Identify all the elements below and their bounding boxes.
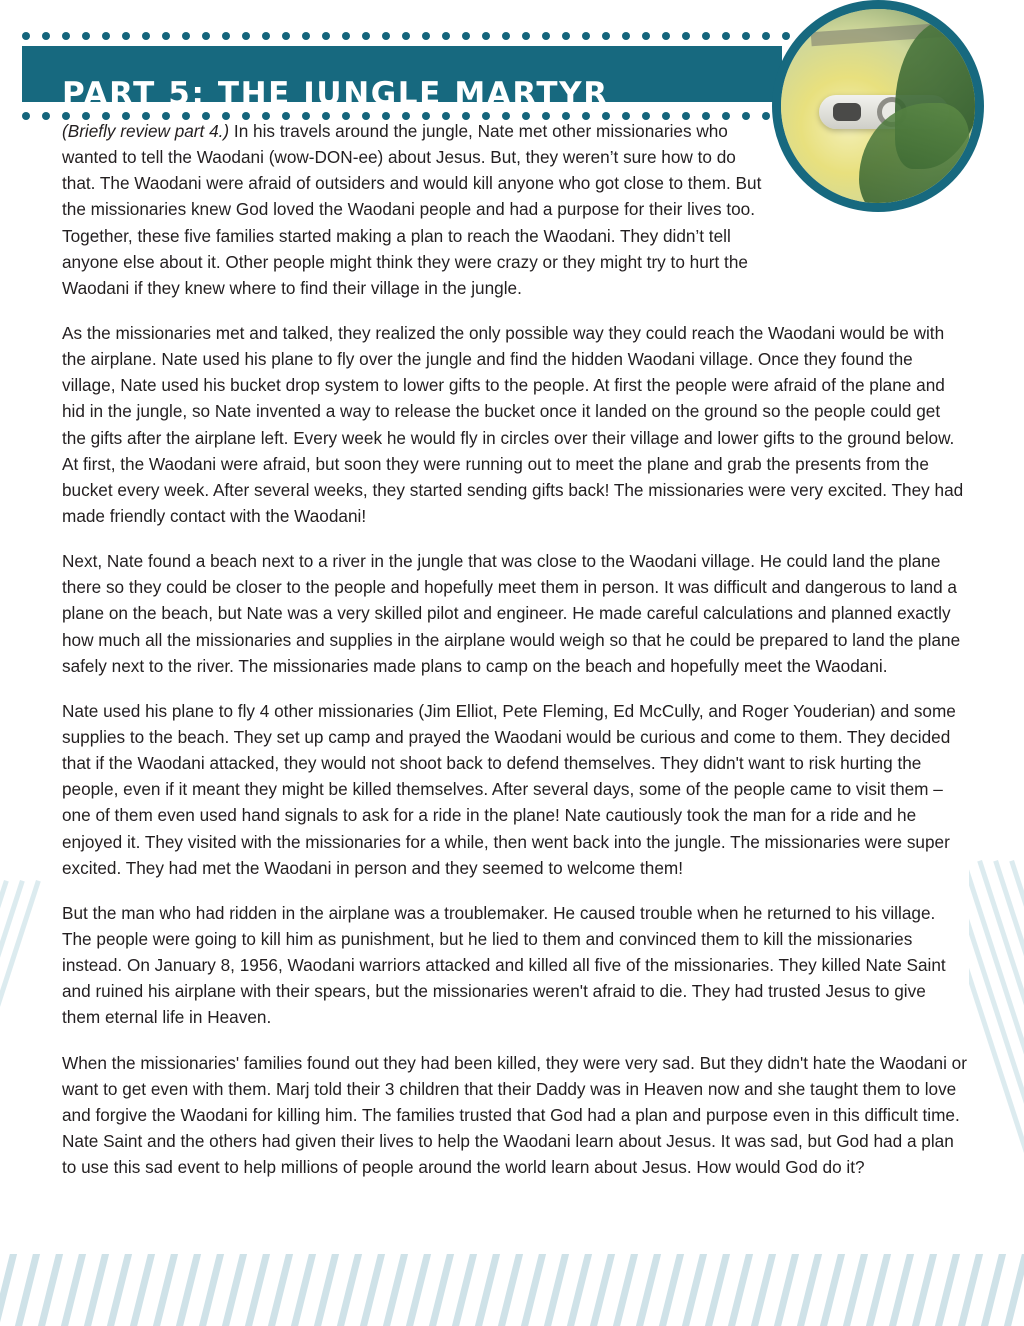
header-dot — [482, 112, 490, 120]
header-dot — [542, 32, 550, 40]
header-dot — [422, 112, 430, 120]
header-dot — [382, 112, 390, 120]
body-paragraph: (Briefly review part 4.) In his travels around the jungle, Nate met other missionaries who wanted to tell the Waodani (wow-DON-ee) about Jesus. But, they weren’t sure how to do that. The Waodani were afraid of outsiders and would kill anyone who got close to them. But the missionaries knew God loved the Waodani people and had a purpose for their lives too. Together, these five families started making a plan to reach the Waodani. They didn’t tell anyone else about it. Other people might think they were crazy or they might try to hurt the Waodani if they knew where to find their village in the jungle. — [62, 121, 762, 298]
header-dot — [302, 112, 310, 120]
header-dot — [422, 32, 430, 40]
header-dot — [262, 32, 270, 40]
header-dot — [602, 32, 610, 40]
header-dot — [142, 32, 150, 40]
header-dot — [582, 112, 590, 120]
decorative-stripes-left — [0, 880, 60, 1280]
header-dot — [382, 32, 390, 40]
header-dot — [282, 112, 290, 120]
header-dot — [722, 112, 730, 120]
header-dot — [322, 112, 330, 120]
header-dot — [642, 32, 650, 40]
header-dot — [402, 32, 410, 40]
header-dot — [142, 112, 150, 120]
header-dot — [642, 112, 650, 120]
header-dot — [22, 112, 30, 120]
header-dot — [702, 112, 710, 120]
header-dot — [202, 112, 210, 120]
header-dot — [682, 32, 690, 40]
header-dot — [682, 112, 690, 120]
header-dot — [562, 32, 570, 40]
dot-row-bottom — [22, 112, 767, 120]
header-dot — [302, 32, 310, 40]
header-dot — [342, 112, 350, 120]
header-dot — [42, 112, 50, 120]
dot-row-top — [22, 32, 767, 40]
body-paragraph: But the man who had ridden in the airplane was a troublemaker. He caused trouble when he returned to his village. The people were going to kill him as punishment, but he lied to them and convinced them to kill the missionaries instead. On January 8, 1956, Waodani warriors attacked and killed all five of the missionaries. They killed Nate Saint and ruined his airplane with their spears, but the missionaries weren't afraid to die. They had trusted Jesus to give them eternal life in Heaven. — [62, 902, 946, 1028]
header-dot — [542, 112, 550, 120]
header-dot — [622, 32, 630, 40]
header-dot — [722, 32, 730, 40]
header-dot — [742, 32, 750, 40]
decorative-stripes-bottom — [0, 1254, 1024, 1326]
body-paragraph: Next, Nate found a beach next to a river in the jungle that was close to the Waodani village. He could land the plane there so they could be closer to the people and hopefully meet them in person. It was difficult and dangerous to land a plane on the beach, but Nate was a very skilled pilot and engineer. He made careful calculations and planned exactly how much all the missionaries and supplies in the airplane would weigh so that he could be prepared to land the plane safely next to the river. The missionaries made plans to camp on the beach and hopefully meet the Waodani. — [62, 551, 961, 676]
header-dot — [622, 112, 630, 120]
header-dot — [162, 32, 170, 40]
header-dot — [442, 112, 450, 120]
header-dot — [82, 32, 90, 40]
header-dot — [402, 112, 410, 120]
header-dot — [242, 112, 250, 120]
header-dot — [462, 112, 470, 120]
header-dot — [442, 32, 450, 40]
header-dot — [762, 112, 770, 120]
decorative-stripes-right — [969, 860, 1024, 1280]
header-dot — [662, 112, 670, 120]
header-dot — [42, 32, 50, 40]
header-dot — [222, 32, 230, 40]
header-dot — [482, 32, 490, 40]
header-dot — [462, 32, 470, 40]
header-dot — [122, 112, 130, 120]
header-dot — [342, 32, 350, 40]
header-dot — [742, 112, 750, 120]
header-dot — [62, 32, 70, 40]
header-dot — [162, 112, 170, 120]
airplane-window-icon — [833, 103, 861, 121]
header-dot — [362, 32, 370, 40]
article-body — [62, 118, 967, 1199]
header-dot — [502, 112, 510, 120]
page-title: PART 5: THE JUNGLE MARTYR — [62, 76, 609, 112]
header-dot — [182, 112, 190, 120]
header-dot — [702, 32, 710, 40]
header-dot — [322, 32, 330, 40]
header-dot — [222, 112, 230, 120]
header-dot — [262, 112, 270, 120]
header-dot — [602, 112, 610, 120]
header-dot — [82, 112, 90, 120]
header-dot — [102, 112, 110, 120]
decorative-stripe — [0, 880, 41, 1280]
header-dot — [522, 32, 530, 40]
header-dot — [122, 32, 130, 40]
header-dot — [362, 112, 370, 120]
header-dot — [562, 112, 570, 120]
header-dot — [182, 32, 190, 40]
header-dot — [502, 32, 510, 40]
header-dot — [202, 32, 210, 40]
header-dot — [282, 32, 290, 40]
header-dot — [522, 112, 530, 120]
body-paragraph: Nate used his plane to fly 4 other missionaries (Jim Elliot, Pete Fleming, Ed McCully, and Roger Youderian) and some supplies to the beach. They set up camp and prayed the Waodani would be curious and come to them. They decided that if the Waodani attacked, they would not shoot back to defend themselves. They didn't want to risk hurting the people, even if it meant they might be killed themselves. After several days, some of the people came to visit them – one of them even used hand signals to ask for a ride in the plane! Nate cautiously took the man for a ride and he enjoyed it. They visited with the missionaries for a while, then went back into the jungle. The missionaries were super excited. They had met the Waodani in person and they seemed to welcome them! — [62, 700, 956, 878]
header-dot — [102, 32, 110, 40]
header-dot — [242, 32, 250, 40]
body-paragraph: As the missionaries met and talked, they realized the only possible way they could reach the Waodani would be with the airplane. Nate used his plane to fly over the jungle and find the hidden Waodani village. Once they found the village, Nate used his bucket drop system to lower gifts to the people. At first the people were afraid of the plane and hid in the jungle, so Nate invented a way to release the bucket once it landed on the ground so the people could get the gifts after the airplane left. Every week he would fly in circles over their village and lower gifts to the ground below. At first, the Waodani were afraid, but soon they were running out to meet the plane and grab the presents from the bucket every week. After several weeks, they started sending gifts back! The missionaries were very excited. They had made friendly contact with the Waodani! — [62, 322, 964, 526]
header-dot — [22, 32, 30, 40]
body-paragraph: When the missionaries' families found out they had been killed, they were very sad. But they didn't hate the Waodani or want to get even with them. Marj told their 3 children that their Daddy was in Heaven now and she taught them to love and forgive the Waodani for killing him. The families trusted that God had a plan and purpose even in this difficult time. Nate Saint and the others had given their lives to help the Waodani learn about Jesus. It was sad, but God had a plan to use this sad event to help millions of people around the world learn about Jesus. How would God do it? — [62, 1052, 967, 1178]
header-dot — [762, 32, 770, 40]
header-dot — [662, 32, 670, 40]
review-note: (Briefly review part 4.) — [62, 121, 230, 141]
header-dot — [62, 112, 70, 120]
header-dot — [582, 32, 590, 40]
airplane-photo-badge — [772, 0, 984, 212]
